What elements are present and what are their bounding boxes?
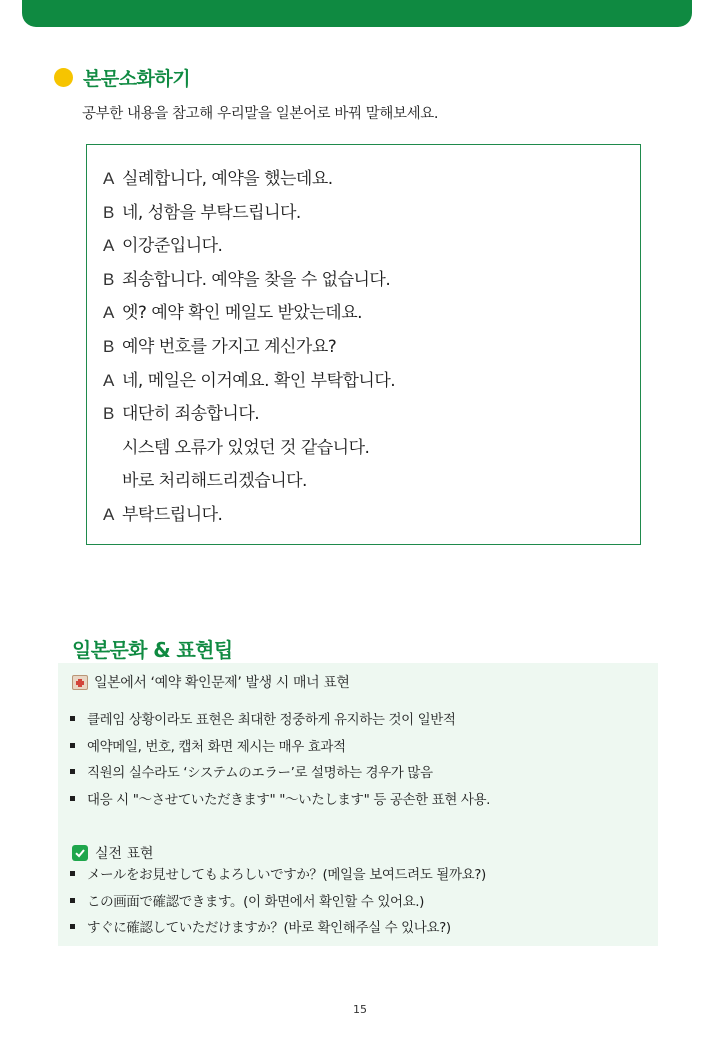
header-bar xyxy=(22,0,692,27)
square-bullet-icon xyxy=(70,796,75,801)
utterance: 대단히 죄송합니다. xyxy=(122,404,260,425)
clinic-icon xyxy=(72,675,88,690)
tips-subtitle xyxy=(72,672,350,692)
dialogue-line xyxy=(103,366,640,400)
speaker-label: B xyxy=(103,336,114,356)
dialogue-line xyxy=(103,231,640,265)
dialogue-line xyxy=(103,198,640,232)
list-item: 예약메일, 번호, 캡처 화면 제시는 매우 효과적 xyxy=(70,735,490,762)
list-item: 클레임 상황이라도 표현은 최대한 정중하게 유지하는 것이 일반적 xyxy=(70,708,490,735)
bullet-dot-icon xyxy=(54,68,73,87)
utterance: 바로 처리해드리겠습니다. xyxy=(122,471,307,492)
square-bullet-icon xyxy=(70,769,75,774)
utterance: 네, 성함을 부탁드립니다. xyxy=(122,202,301,223)
dialogue-line xyxy=(103,466,640,500)
section-header xyxy=(54,64,190,90)
dialogue-line xyxy=(103,164,640,198)
list-item: 직원의 실수라도 ‘システムのエラー’로 설명하는 경우가 많음 xyxy=(70,761,490,788)
square-bullet-icon xyxy=(70,924,75,929)
utterance: 네, 메일은 이거예요. 확인 부탁합니다. xyxy=(122,370,396,391)
list-item: すぐに確認していただけますか？(바로 확인해주실 수 있나요?) xyxy=(70,916,486,943)
tips-title: 일본문화 & 표현팁 xyxy=(72,638,233,662)
dialogue-box xyxy=(86,144,641,545)
speaker-label: A xyxy=(103,169,114,188)
practical-title: 실전 표현 xyxy=(95,846,154,862)
dialogue-line xyxy=(103,433,640,467)
speaker-label: B xyxy=(103,269,114,289)
speaker-label: A xyxy=(103,504,114,524)
check-icon xyxy=(72,845,88,861)
list-item: 대응 시 "～させていただきます" "～いたします" 등 공손한 표현 사용. xyxy=(70,788,490,815)
instruction-text: 공부한 내용을 참고해 우리말을 일본어로 바꿔 말해보세요. xyxy=(82,106,439,122)
practical-list xyxy=(70,863,486,943)
square-bullet-icon xyxy=(70,716,75,721)
utterance: 엣? 예약 확인 메일도 받았는데요. xyxy=(122,303,363,324)
tips-subtitle-text: 일본에서 ‘예약 확인문제’ 발생 시 매너 표현 xyxy=(94,675,350,691)
list-item: この画面で確認できます。(이 화면에서 확인할 수 있어요.) xyxy=(70,890,486,917)
section-title: 본문소화하기 xyxy=(83,67,191,90)
practical-header xyxy=(72,843,154,863)
dialogue-line xyxy=(103,332,640,366)
utterance: 실례합니다, 예약을 했는데요. xyxy=(122,169,333,189)
dialogue-line xyxy=(103,298,640,332)
list-item: メールをお見せしてもよろしいですか？(메일을 보여드려도 될까요?) xyxy=(70,863,486,890)
square-bullet-icon xyxy=(70,898,75,903)
utterance: 시스템 오류가 있었던 것 같습니다. xyxy=(122,437,370,458)
utterance: 이강준입니다. xyxy=(122,236,223,257)
tips-panel xyxy=(58,663,658,946)
utterance: 부탁드립니다. xyxy=(122,504,223,525)
page-number: 15 xyxy=(353,1003,367,1016)
tips-list xyxy=(70,708,490,814)
square-bullet-icon xyxy=(70,871,75,876)
utterance: 죄송합니다. 예약을 찾을 수 없습니다. xyxy=(122,269,391,290)
speaker-label: B xyxy=(103,404,114,424)
speaker-label: A xyxy=(103,236,114,256)
square-bullet-icon xyxy=(70,743,75,748)
dialogue-line xyxy=(103,265,640,299)
speaker-label: A xyxy=(103,303,114,323)
dialogue-line xyxy=(103,399,640,433)
utterance: 예약 번호를 가지고 계신가요? xyxy=(122,336,337,357)
dialogue-line xyxy=(103,500,640,534)
speaker-label: B xyxy=(103,202,114,222)
speaker-label: A xyxy=(103,370,114,390)
